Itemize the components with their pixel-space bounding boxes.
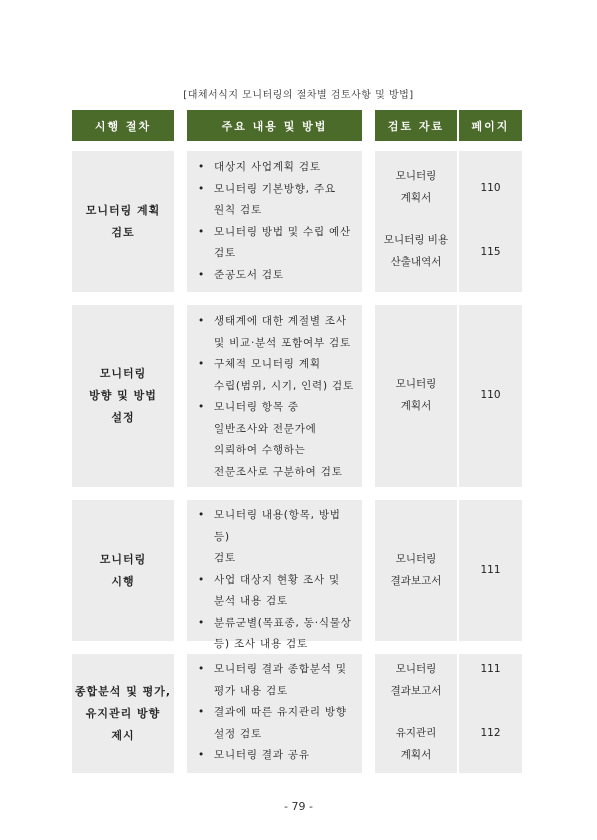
- list-item: • 모니터링 결과 종합분석 및 평가 내용 검토: [198, 663, 347, 697]
- document-entry: 모니터링 결과보고서: [390, 663, 442, 697]
- list-item: • 분류군별(목표종, 동·식물상 등) 조사 내용 검토: [198, 616, 352, 650]
- procedure-cell-3: 모니터링 시행: [72, 500, 174, 641]
- documents-cell-1: [375, 151, 457, 292]
- document-entry: 모니터링 결과보고서: [390, 553, 442, 587]
- page-number: - 79 -: [284, 800, 313, 813]
- methods-cell-4: [187, 654, 362, 773]
- methods-cell-3: [187, 500, 362, 650]
- header-procedure: 시행 절차: [72, 110, 174, 141]
- page-entry: 111: [480, 663, 501, 675]
- page-entry: 112: [480, 727, 501, 739]
- list-item: • 결과에 따른 유지관리 방향 설정 검토: [198, 706, 347, 740]
- list-item: • 구체적 모니터링 계획 수립(범위, 시기, 인력) 검토: [198, 358, 354, 392]
- methods-cell-1: [187, 151, 362, 292]
- header-page: 페이지: [459, 110, 522, 141]
- list-item: • 모니터링 내용(항목, 방법 등) 검토: [198, 509, 341, 564]
- documents-cell-2: [375, 305, 457, 487]
- document-entry: 모니터링 계획서: [395, 378, 437, 412]
- list-item: • 대상지 사업계획 검토: [198, 161, 321, 173]
- list-item: • 모니터링 결과 공유: [198, 749, 310, 761]
- header-documents: 검토 자료: [375, 110, 457, 141]
- table-caption: [대체서식지 모니터링의 절차별 검토사항 및 방법]: [183, 90, 414, 101]
- procedure-cell-4: 종합분석 및 평가, 유지관리 방향 제시: [72, 654, 174, 773]
- page-entry: 111: [480, 564, 501, 576]
- list-item: • 사업 대상지 현황 조사 및 분석 내용 검토: [198, 573, 340, 607]
- documents-cell-4: [375, 654, 457, 773]
- page-cell-2: [459, 305, 522, 487]
- page-entry: 110: [480, 182, 501, 194]
- list-item: • 준공도서 검토: [198, 268, 284, 281]
- page-cell-1: [459, 151, 522, 292]
- page-entry: 115: [480, 246, 501, 258]
- methods-cell-2: [187, 305, 362, 487]
- document-entry: 모니터링 비용 산출내역서: [383, 234, 449, 268]
- document-entry: 유지관리 계획서: [395, 727, 437, 761]
- list-item: • 생태계에 대한 계절별 조사 및 비교·분석 포함여부 검토: [198, 315, 351, 349]
- header-methods: 주요 내용 및 방법: [187, 110, 362, 141]
- list-item: • 모니터링 항목 중 일반조사와 전문가에 의뢰하여 수행하는 전문조사로 구분하여 검토: [198, 401, 343, 478]
- procedure-cell-2: 모니터링 방향 및 방법 설정: [72, 305, 174, 487]
- procedure-cell-1: 모니터링 계획 검토: [72, 151, 174, 292]
- page-cell-4: [459, 654, 522, 773]
- page-cell-3: [459, 500, 522, 641]
- document-entry: 모니터링 계획서: [395, 170, 437, 204]
- list-item: • 모니터링 방법 및 수립 예산 검토: [198, 225, 351, 259]
- documents-cell-3: [375, 500, 457, 641]
- list-item: • 모니터링 기본방향, 주요 원칙 검토: [198, 182, 336, 216]
- page-entry: 110: [480, 389, 501, 401]
